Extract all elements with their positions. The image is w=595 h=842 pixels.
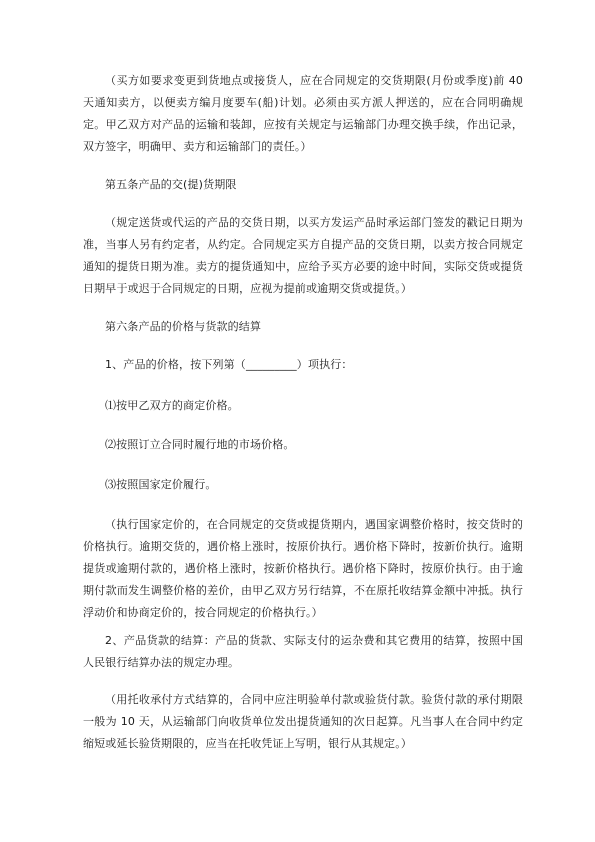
list-item-price-option-3: ⑶按照国家定价履行。 <box>105 478 217 491</box>
paragraph-price-clause: 1、产品的价格，按下列第（_________）项执行： <box>105 358 353 371</box>
heading-article-5: 第五条产品的交(提)货期限 <box>105 178 237 191</box>
list-item-price-option-1: ⑴按甲乙双方的商定价格。 <box>105 399 239 412</box>
paragraph-delivery-date: （规定送货或代运的产品的交货日期，以买方发运产品时承运部门签发的戳记日期为准，当事人另有约定者，从约定。合同规定买方自提产品的交货日期，以卖方按合同规定通知的提货日期为准。卖方的提货通知中，应给予买方必要的途中时间，实际交货或提货日期早于或迟于合同规定的日期，应视为提前或逾期交货或提货。） <box>83 216 523 295</box>
paragraph-delivery-change: （买方如要求变更到货地点或接货人，应在合同规定的交货期限(月份或季度)前 40 天通知卖方，以便卖方编月度要车(船)计划。必须由买方派人押送的，应在合同明确规定。甲乙双方对产品的运输和装卸，应按有关规定与运输部门办理交换手续，作出记录，双方签字，明确甲、卖方和运输部门的责任。） <box>83 74 523 153</box>
heading-article-6: 第六条产品的价格与货款的结算 <box>105 320 262 333</box>
paragraph-state-pricing: （执行国家定价的，在合同规定的交货或提货期内，遇国家调整价格时，按交货时的价格执行。逾期交货的，遇价格上涨时，按原价执行。遇价格下降时，按新价执行。逾期提货或逾期付款的，遇价格上涨时，按新价格执行。遇价格下降时，按原价执行。由于逾期付款而发生调整价格的差价，由甲乙双方另行结算，不在原托收结算金额中冲抵。执行浮动价和协商定价的，按合同规定的价格执行。） <box>83 518 523 619</box>
paragraph-settlement: 2、产品货款的结算：产品的货款、实际支付的运杂费和其它费用的结算，按照中国人民银行结算办法的规定办理。 <box>83 634 523 669</box>
paragraph-collection-payment: （用托收承付方式结算的，合同中应注明验单付款或验货付款。验货付款的承付期限一般为 10 天，从运输部门向收货单位发出提货通知的次日起算。凡当事人在合同中约定缩短或延长验货期限的，应当在托收凭证上写明，银行从其规定。） <box>83 693 523 750</box>
list-item-price-option-2: ⑵按照订立合同时履行地的市场价格。 <box>105 438 295 451</box>
